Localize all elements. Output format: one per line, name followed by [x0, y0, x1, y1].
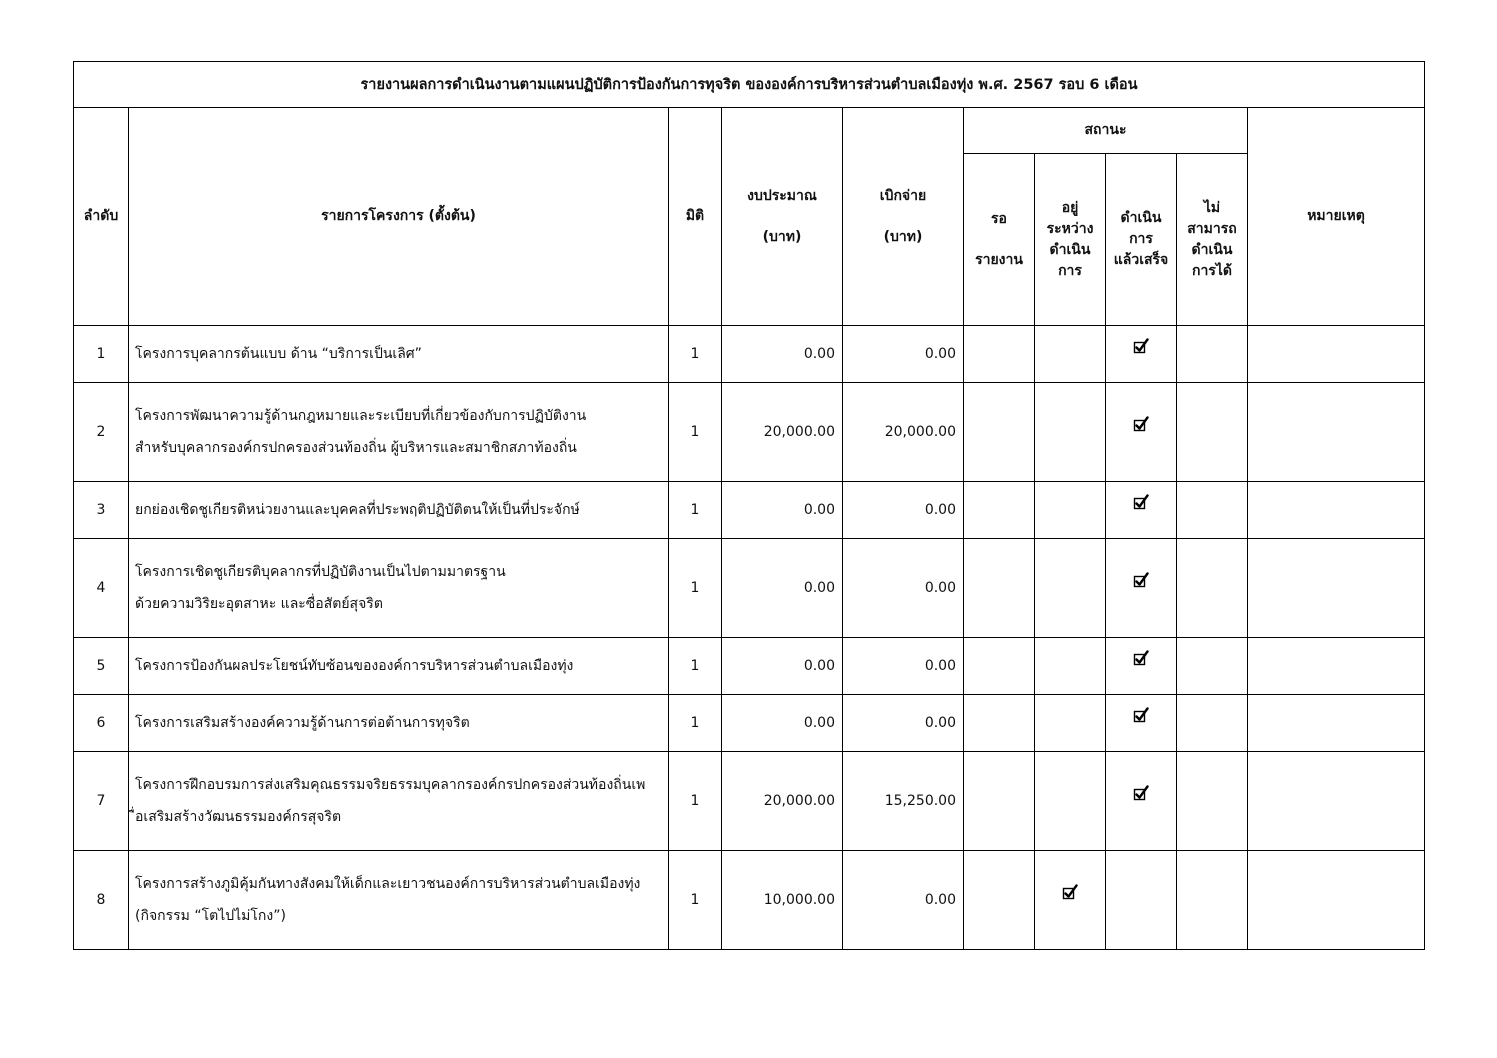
header-cannot — [1177, 154, 1248, 326]
spent-value: 20,000.00 — [843, 383, 964, 482]
status-inprogress-cell — [1035, 851, 1106, 950]
spent-value: 0.00 — [843, 695, 964, 752]
status-waiting-cell — [964, 539, 1035, 638]
status-waiting-cell — [964, 383, 1035, 482]
status-waiting-cell — [964, 851, 1035, 950]
project-name-line: โครงการป้องกันผลประโยชน์ทับซ้อนขององค์การบริหารส่วนตำบลเมืองทุ่ง — [135, 658, 574, 674]
checked-box-icon — [1133, 572, 1149, 588]
header-project: รายการโครงการ (ตั้งต้น) — [129, 108, 669, 326]
status-inprogress-cell — [1035, 752, 1106, 851]
header-done-line2: การ — [1129, 231, 1153, 247]
table-row — [74, 752, 1425, 851]
table-row — [74, 695, 1425, 752]
header-inprogress-line3: ดำเนิน — [1049, 241, 1091, 258]
status-done-cell — [1106, 752, 1177, 851]
header-spent — [843, 108, 964, 326]
remark-cell — [1248, 752, 1425, 851]
header-budget-line2: (บาท) — [762, 228, 802, 245]
project-name-line: โครงการสร้างภูมิคุ้มกันทางสังคมให้เด็กและเยาวชนองค์การบริหารส่วนตำบลเมืองทุ่ง — [135, 876, 641, 892]
status-cannot-cell — [1177, 851, 1248, 950]
table-row — [74, 383, 1425, 482]
row-number: 6 — [74, 695, 129, 752]
dimension-value: 1 — [669, 539, 722, 638]
checked-box-icon — [1133, 338, 1149, 354]
row-number: 3 — [74, 482, 129, 539]
status-waiting-cell — [964, 482, 1035, 539]
remark-cell — [1248, 482, 1425, 539]
budget-value: 0.00 — [722, 638, 843, 695]
spent-value: 0.00 — [843, 539, 964, 638]
table-row — [74, 482, 1425, 539]
remark-cell — [1248, 326, 1425, 383]
spent-value: 0.00 — [843, 638, 964, 695]
project-name — [129, 851, 669, 950]
remark-cell — [1248, 638, 1425, 695]
status-waiting-cell — [964, 695, 1035, 752]
budget-value: 20,000.00 — [722, 383, 843, 482]
project-name-line: โครงการเสริมสร้างองค์ความรู้ด้านการต่อต้านการทุจริต — [135, 715, 470, 731]
row-number: 4 — [74, 539, 129, 638]
project-name-line: โครงการเชิดชูเกียรติบุคลากรที่ปฏิบัติงานเป็นไปตามมาตรฐาน — [135, 564, 506, 580]
header-spent-line1: เบิกจ่าย — [879, 187, 927, 204]
spent-value: 0.00 — [843, 851, 964, 950]
checked-box-icon — [1133, 785, 1149, 801]
spent-value: 0.00 — [843, 482, 964, 539]
dimension-value: 1 — [669, 752, 722, 851]
row-number: 5 — [74, 638, 129, 695]
project-name-line: โครงการพัฒนาความรู้ด้านกฎหมายและระเบียบที่เกี่ยวข้องกับการปฏิบัติงาน — [135, 408, 587, 424]
header-inprogress-line1: อยู่ — [1061, 199, 1079, 216]
project-name — [129, 383, 669, 482]
header-spent-line2: (บาท) — [883, 228, 923, 245]
checked-box-icon — [1133, 494, 1149, 510]
status-cannot-cell — [1177, 695, 1248, 752]
budget-value: 0.00 — [722, 482, 843, 539]
header-row-1 — [74, 108, 1425, 154]
header-dimension: มิติ — [669, 108, 722, 326]
project-name — [129, 638, 669, 695]
budget-value: 0.00 — [722, 326, 843, 383]
dimension-value: 1 — [669, 383, 722, 482]
row-number: 1 — [74, 326, 129, 383]
status-inprogress-cell — [1035, 638, 1106, 695]
report-title: รายงานผลการดำเนินงานตามแผนปฏิบัติการป้องกันการทุจริต ขององค์การบริหารส่วนตำบลเมืองทุ่ง พ.ศ. 2567 รอบ 6 เดือน — [74, 62, 1425, 108]
report-table — [73, 61, 1425, 950]
status-done-cell — [1106, 326, 1177, 383]
header-no: ลำดับ — [74, 108, 129, 326]
status-cannot-cell — [1177, 638, 1248, 695]
status-inprogress-cell — [1035, 539, 1106, 638]
dimension-value: 1 — [669, 326, 722, 383]
project-name-line: (กิจกรรม “โตไปไม่โกง”) — [135, 908, 286, 924]
dimension-value: 1 — [669, 482, 722, 539]
header-budget — [722, 108, 843, 326]
project-name — [129, 752, 669, 851]
status-inprogress-cell — [1035, 695, 1106, 752]
status-done-cell — [1106, 539, 1177, 638]
row-number: 2 — [74, 383, 129, 482]
remark-cell — [1248, 539, 1425, 638]
status-cannot-cell — [1177, 326, 1248, 383]
header-done-line3: แล้วเสร็จ — [1113, 252, 1169, 268]
status-cannot-cell — [1177, 539, 1248, 638]
status-done-cell — [1106, 482, 1177, 539]
spent-value: 0.00 — [843, 326, 964, 383]
checked-box-icon — [1133, 416, 1149, 432]
status-done-cell — [1106, 695, 1177, 752]
header-inprogress-line2: ระหว่าง — [1046, 220, 1094, 237]
header-cannot-line3: ดำเนิน — [1191, 241, 1233, 258]
project-name-line: ด้วยความวิริยะอุตสาหะ และซื่อสัตย์สุจริต — [135, 596, 383, 612]
project-name — [129, 482, 669, 539]
table-row — [74, 326, 1425, 383]
remark-cell — [1248, 851, 1425, 950]
header-cannot-line2: สามารถ — [1187, 220, 1237, 237]
status-inprogress-cell — [1035, 383, 1106, 482]
status-done-cell — [1106, 383, 1177, 482]
remark-cell — [1248, 695, 1425, 752]
header-status: สถานะ — [964, 108, 1248, 154]
status-waiting-cell — [964, 752, 1035, 851]
table-row — [74, 539, 1425, 638]
title-row — [74, 62, 1425, 108]
project-name — [129, 539, 669, 638]
header-waiting-line1: รอ — [991, 210, 1007, 227]
project-name-line: โครงการฝึกอบรมการส่งเสริมคุณธรรมจริยธรรมบุคลากรองค์กรปกครองส่วนท้องถิ่นเพ — [135, 777, 646, 793]
header-remark: หมายเหตุ — [1248, 108, 1425, 326]
header-done-line1: ดำเนิน — [1120, 210, 1162, 226]
project-name-line: ื่อเสริมสร้างวัฒนธรรมองค์กรสุจริต — [135, 809, 342, 825]
status-cannot-cell — [1177, 482, 1248, 539]
checked-box-icon — [1133, 707, 1149, 723]
row-number: 7 — [74, 752, 129, 851]
status-waiting-cell — [964, 638, 1035, 695]
dimension-value: 1 — [669, 851, 722, 950]
status-done-cell — [1106, 638, 1177, 695]
checked-box-icon — [1062, 884, 1078, 900]
header-waiting — [964, 154, 1035, 326]
status-waiting-cell — [964, 326, 1035, 383]
checked-box-icon — [1133, 650, 1149, 666]
project-name — [129, 326, 669, 383]
status-done-cell — [1106, 851, 1177, 950]
budget-value: 20,000.00 — [722, 752, 843, 851]
status-cannot-cell — [1177, 752, 1248, 851]
status-inprogress-cell — [1035, 326, 1106, 383]
project-name-line: โครงการบุคลากรต้นแบบ ด้าน “บริการเป็นเลิศ” — [135, 346, 422, 362]
table-row — [74, 638, 1425, 695]
status-inprogress-cell — [1035, 482, 1106, 539]
header-inprogress-line4: การ — [1058, 262, 1082, 279]
table-row — [74, 851, 1425, 950]
header-budget-line1: งบประมาณ — [747, 187, 817, 204]
header-cannot-line4: การได้ — [1192, 262, 1232, 279]
spent-value: 15,250.00 — [843, 752, 964, 851]
status-cannot-cell — [1177, 383, 1248, 482]
header-waiting-line2: รายงาน — [975, 251, 1023, 268]
header-inprogress — [1035, 154, 1106, 326]
project-name-line: สำหรับบุคลากรองค์กรปกครองส่วนท้องถิ่น ผู้บริหารและสมาชิกสภาท้องถิ่น — [135, 440, 577, 456]
budget-value: 0.00 — [722, 695, 843, 752]
row-number: 8 — [74, 851, 129, 950]
header-done — [1106, 154, 1177, 326]
budget-value: 10,000.00 — [722, 851, 843, 950]
project-name — [129, 695, 669, 752]
header-cannot-line1: ไม่ — [1203, 199, 1221, 216]
project-name-line: ยกย่องเชิดชูเกียรติหน่วยงานและบุคคลที่ประพฤติปฏิบัติตนให้เป็นที่ประจักษ์ — [135, 502, 580, 518]
budget-value: 0.00 — [722, 539, 843, 638]
dimension-value: 1 — [669, 695, 722, 752]
remark-cell — [1248, 383, 1425, 482]
dimension-value: 1 — [669, 638, 722, 695]
